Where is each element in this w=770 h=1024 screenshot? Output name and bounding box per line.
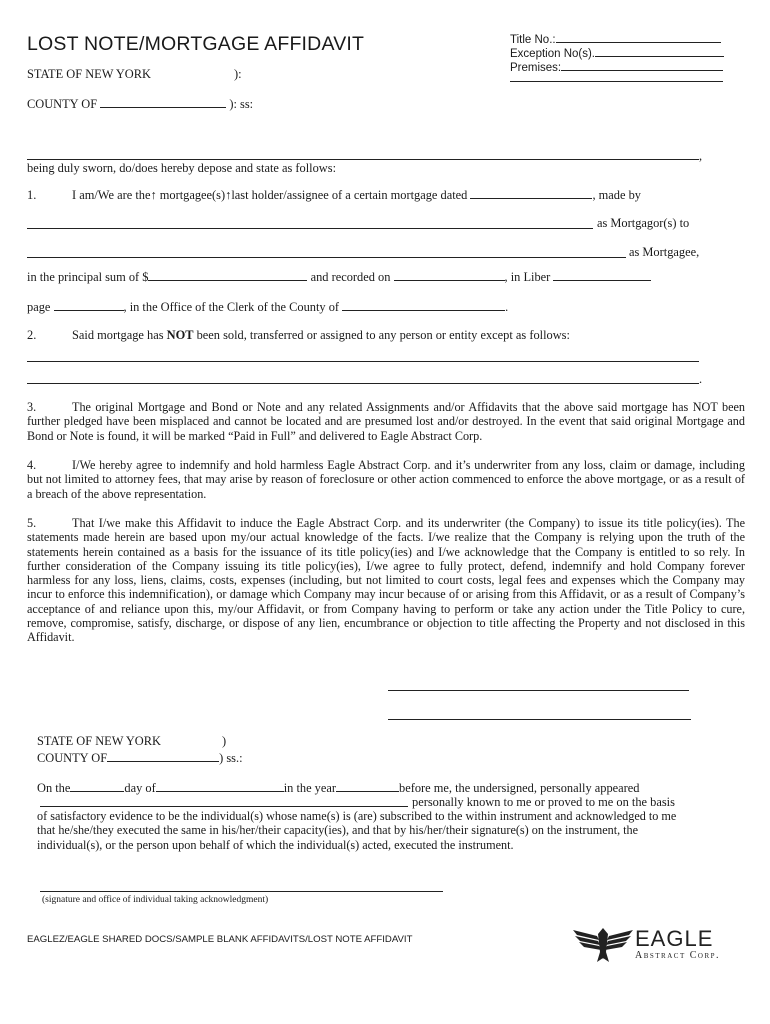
item-2-number: 2. — [27, 328, 37, 342]
state-suffix: ): — [234, 67, 242, 81]
page-field[interactable] — [54, 298, 124, 311]
eagle-logo — [571, 922, 721, 964]
ack-day-field[interactable] — [70, 779, 124, 792]
item-5-number: 5. — [27, 516, 37, 530]
as-mortgagors-label: as Mortgagor(s) to — [597, 216, 690, 230]
in-the-year-label: in the year — [283, 781, 336, 795]
signature-line-1[interactable] — [388, 690, 689, 691]
item-5-paragraph — [27, 516, 745, 645]
principal-label: in the principal sum of $ — [27, 270, 149, 284]
item-1-text-c: last holder/assignee of a certain mortgage dated — [231, 188, 471, 202]
county-label: COUNTY OF — [27, 97, 98, 111]
item-4-number: 4. — [27, 458, 37, 472]
recorded-on-label: and recorded on — [310, 270, 391, 284]
ack-body: of satisfactory evidence to be the individual(s) whose name(s) is (are) subscribed to the within instrument and acknowledged to me that he/she/they executed the same in his/her/their capacity(ies), and that by his/her/their signature(s) on the instrument, the individual(s), or the person upon behalf of which the individual(s) acted, executed the instrument. — [37, 809, 677, 852]
recorded-date-field[interactable] — [394, 268, 505, 281]
item-2-text-a: Said mortgage has — [72, 328, 167, 342]
exception-line-2[interactable] — [27, 383, 699, 384]
item-4-text: I/We hereby agree to indemnify and hold harmless Eagle Abstract Corp. and it’s underwriter from any loss, claim or damage, including but not limited to attorney fees, that may arise by reason of foreclosure or other action commenced to enforce the above mortgage, or as a result of a breach of the above representation. — [27, 458, 745, 501]
office-label: , in the Office of the Clerk of the County of — [123, 300, 340, 314]
item-5-text: That I/we make this Affidavit to induce the Eagle Abstract Corp. and its underwriter (the Company) to issue its title policy(ies). The statements made herein are based upon my/our actual knowledge of the facts. I/we realize that the Company is relying upon the truth of the statements herein contained as a basis for the issuance of its title policy(ies) and I/we acknowledge that the Company is entitled to so rely. In further consideration of the Company issuing its title policy(ies), I/we agree to fully protect, defend, indemnify and hold Company forever harmless for any loss, liens, claims, costs, expenses (including, but not limited to court costs, legal fees and expenses which the Company may incur to enforce this indemnification), or damage which Company may incur because of or arising from this Affidavit, or as a result of Company’s acceptance of and reliance upon this, my/our Affidavit, or from Company having to perform or take any action under the Title Policy to cure, remove, compromise, satisfy, discharge, or dispose of any lien, encumbrance or objection to title affecting the Property and not disclosed in this Affidavit. — [27, 516, 745, 645]
eagle-icon — [571, 922, 635, 964]
item-2-not: NOT — [166, 328, 194, 342]
intro-comma: , — [699, 149, 703, 163]
county-field[interactable] — [100, 95, 226, 108]
item-2-line — [27, 328, 570, 343]
item-1-line-4 — [27, 268, 651, 285]
county-row — [27, 95, 253, 112]
sworn-statement: being duly sworn, do/does hereby depose and state as follows: — [27, 161, 337, 175]
state-label: STATE OF NEW YORK — [27, 67, 151, 81]
premises-row — [510, 58, 723, 74]
item-1-period: . — [505, 300, 509, 314]
item-1-text-a: I am/We are the — [72, 188, 151, 202]
ack-county-label: COUNTY OF — [37, 751, 108, 765]
document-title: LOST NOTE/MORTGAGE AFFIDAVIT — [27, 33, 365, 55]
ack-month-field[interactable] — [156, 779, 284, 792]
signature-line-2[interactable] — [388, 719, 691, 720]
on-the-label: On the — [37, 781, 71, 795]
item-3-text: The original Mortgage and Bond or Note and any related Assignments and/or Affidavits that the above said mortgage has NOT been further pledged have been misplaced and cannot be located and are presumed lost and/or destroyed. In the event that said original Mortgage and Bond or Note is found, it will be marked “Paid in Full” and delivered to Eagle Abstract Corp. — [27, 400, 745, 443]
made-by-label: , made by — [592, 188, 641, 202]
item-1-line-5 — [27, 298, 508, 315]
exception-field[interactable] — [595, 44, 724, 57]
county-clerk-field[interactable] — [342, 298, 505, 311]
item-1-text-b: mortgagee(s) — [156, 188, 226, 202]
item-2-text-b: been sold, transferred or assigned to any person or entity except as follows: — [193, 328, 570, 342]
appeared-name-field[interactable] — [40, 806, 408, 807]
signature-caption: (signature and office of individual taking acknowledgment) — [42, 895, 269, 905]
page-label: page — [27, 300, 51, 314]
exception-line-1[interactable] — [27, 361, 699, 362]
personally-known-text: personally known to me or proved to me on the basis — [412, 795, 675, 809]
footer-path: EAGLEZ/EAGLE SHARED DOCS/SAMPLE BLANK AFFIDAVITS/LOST NOTE AFFIDAVIT — [27, 934, 413, 945]
item-3-number: 3. — [27, 400, 37, 414]
title-no-field[interactable] — [556, 30, 721, 43]
ack-county-field[interactable] — [107, 749, 219, 762]
county-suffix: ): ss: — [229, 97, 254, 111]
item-1-number: 1. — [27, 188, 37, 202]
item-2-period: . — [699, 372, 703, 386]
ack-county-suffix: ) ss.: — [219, 751, 243, 765]
ack-state: STATE OF NEW YORK — [37, 734, 161, 748]
deponent-name-field[interactable] — [27, 159, 699, 160]
notary-signature-field[interactable] — [40, 891, 443, 892]
mortgagee-field[interactable] — [27, 257, 626, 258]
as-mortgagee-label: as Mortgagee, — [629, 245, 700, 259]
premises-line-2[interactable] — [510, 81, 723, 82]
ack-county-row — [37, 749, 243, 766]
arrow-up-icon[interactable]: ↑ — [225, 188, 232, 202]
exception-label: Exception No(s). — [510, 48, 596, 60]
day-of-label: day of — [124, 781, 156, 795]
liber-field[interactable] — [553, 268, 651, 281]
premises-label: Premises: — [510, 62, 562, 74]
liber-label: , in Liber — [504, 270, 551, 284]
item-1-line-1 — [27, 186, 641, 203]
ack-year-field[interactable] — [336, 779, 399, 792]
mortgage-date-field[interactable] — [470, 186, 592, 199]
principal-sum-field[interactable] — [148, 268, 307, 281]
item-3-paragraph — [27, 400, 745, 443]
arrow-up-icon[interactable]: ↑ — [150, 188, 157, 202]
ack-state-paren: ) — [222, 734, 227, 748]
logo-subtitle: Abstract Corp. — [635, 950, 721, 961]
before-me-label: before me, the undersigned, personally appeared — [399, 781, 640, 795]
logo-word: EAGLE — [635, 926, 714, 951]
mortgagor-field[interactable] — [27, 228, 593, 229]
title-no-label: Title No.: — [510, 34, 556, 46]
ack-date-row — [37, 779, 640, 796]
premises-field[interactable] — [561, 58, 723, 71]
item-4-paragraph — [27, 458, 745, 501]
